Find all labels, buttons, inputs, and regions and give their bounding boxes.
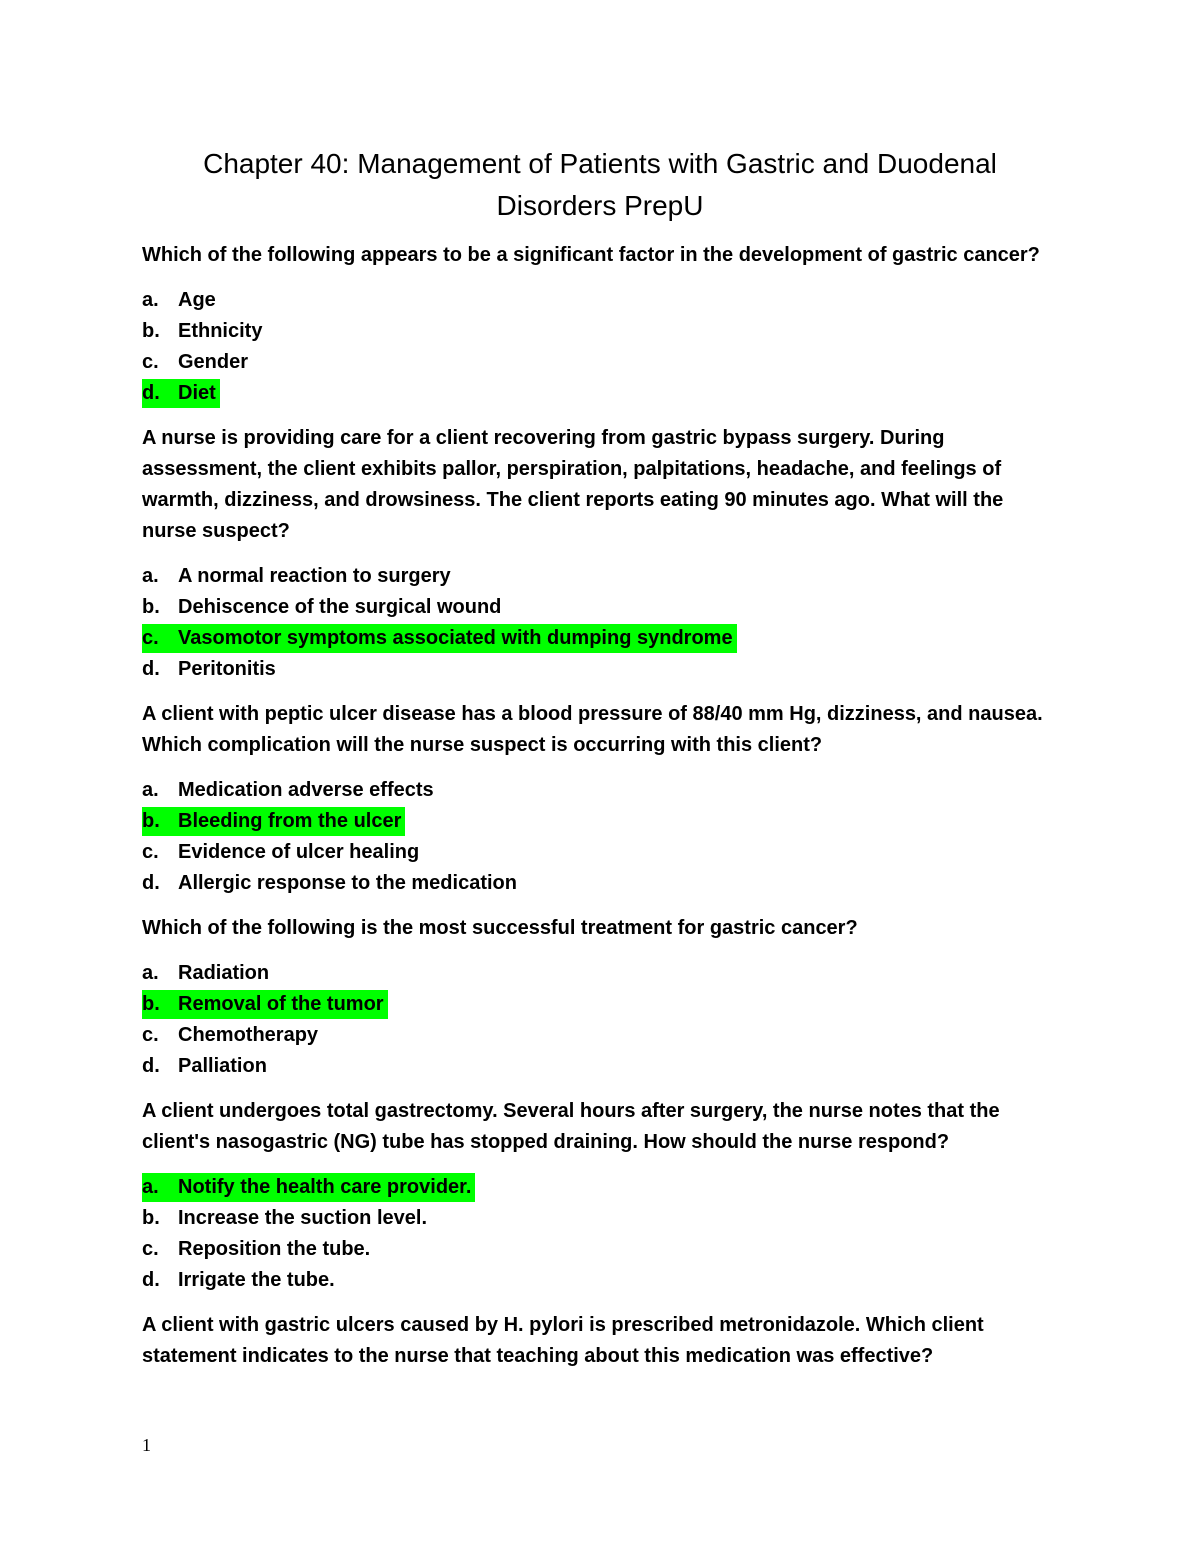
answer-option <box>142 561 1062 592</box>
option-letter: b. <box>142 993 160 1015</box>
correct-answer-highlight <box>142 807 405 836</box>
correct-answer-highlight <box>142 1173 475 1202</box>
answer-text-wrap <box>142 959 273 988</box>
correct-answer-highlight <box>142 379 220 408</box>
option-letter: a. <box>142 289 159 311</box>
correct-answer-highlight <box>142 990 388 1019</box>
title-line-2: Disorders PrepU <box>496 190 704 221</box>
option-letter: b. <box>142 1207 160 1229</box>
answer-option-correct <box>142 623 1062 654</box>
option-letter: d. <box>142 1269 160 1291</box>
option-text: Diet <box>178 382 216 404</box>
answer-text-wrap <box>142 655 280 684</box>
answer-options <box>142 1172 1062 1296</box>
answer-option <box>142 837 1062 868</box>
answer-option <box>142 958 1062 989</box>
answer-option <box>142 347 1062 378</box>
answer-option <box>142 1020 1062 1051</box>
answer-text-wrap <box>142 869 521 898</box>
answer-option-correct <box>142 1172 1062 1203</box>
answer-text-wrap <box>142 348 252 377</box>
document-title <box>140 143 1060 227</box>
question-list <box>142 240 1062 1386</box>
option-letter: b. <box>142 810 160 832</box>
answer-text-wrap <box>142 1235 374 1264</box>
answer-option <box>142 654 1062 685</box>
answer-options <box>142 285 1062 409</box>
option-letter: b. <box>142 320 160 342</box>
answer-option-correct <box>142 989 1062 1020</box>
answer-text-wrap <box>142 838 423 867</box>
question-text: A client undergoes total gastrectomy. Several hours after surgery, the nurse notes that the client's nasogastric (NG) tube has stopped draining. How should the nurse respond? <box>142 1100 1000 1153</box>
option-text: Evidence of ulcer healing <box>178 841 420 863</box>
option-letter: c. <box>142 1238 159 1260</box>
option-text: Peritonitis <box>178 658 276 680</box>
question-text: A client with gastric ulcers caused by H. pylori is prescribed metronidazole. Which client statement indicates to the nurse that teaching about this medication was effective? <box>142 1314 984 1367</box>
option-text: Vasomotor symptoms associated with dumping syndrome <box>178 627 733 649</box>
option-text: Irrigate the tube. <box>178 1269 335 1291</box>
title-line-1: Chapter 40: Management of Patients with Gastric and Duodenal <box>203 148 997 179</box>
answer-text-wrap <box>142 1266 339 1295</box>
option-letter: a. <box>142 779 159 801</box>
option-letter: d. <box>142 382 160 404</box>
option-letter: c. <box>142 1024 159 1046</box>
option-letter: d. <box>142 872 160 894</box>
option-letter: c. <box>142 627 159 649</box>
option-text: A normal reaction to surgery <box>178 565 451 587</box>
answer-option <box>142 868 1062 899</box>
option-text: Allergic response to the medication <box>178 872 517 894</box>
option-letter: a. <box>142 1176 159 1198</box>
option-text: Bleeding from the ulcer <box>178 810 402 832</box>
correct-answer-highlight <box>142 624 737 653</box>
answer-text-wrap <box>142 776 438 805</box>
option-text: Notify the health care provider. <box>178 1176 472 1198</box>
option-text: Radiation <box>178 962 270 984</box>
option-text: Chemotherapy <box>178 1024 319 1046</box>
answer-option <box>142 775 1062 806</box>
option-text: Medication adverse effects <box>178 779 434 801</box>
option-letter: b. <box>142 596 160 618</box>
question-text: Which of the following is the most successful treatment for gastric cancer? <box>142 917 858 939</box>
option-text: Ethnicity <box>178 320 263 342</box>
question-text: Which of the following appears to be a significant factor in the development of gastric cancer? <box>142 244 1040 266</box>
answer-option <box>142 1265 1062 1296</box>
question-text: A nurse is providing care for a client recovering from gastric bypass surgery. During assessment, the client exhibits pallor, perspiration, palpitations, headache, and feelings of warmth, dizziness, and drowsiness. The client reports eating 90 minutes ago. What will the nurse suspect? <box>142 427 1004 542</box>
answer-text-wrap <box>142 286 220 315</box>
option-text: Palliation <box>178 1055 267 1077</box>
answer-option-correct <box>142 806 1062 837</box>
answer-option <box>142 1234 1062 1265</box>
answer-option <box>142 1203 1062 1234</box>
answer-text-wrap <box>142 1021 322 1050</box>
option-text: Increase the suction level. <box>178 1207 427 1229</box>
answer-text-wrap <box>142 593 505 622</box>
answer-option <box>142 1051 1062 1082</box>
answer-option <box>142 285 1062 316</box>
option-text: Removal of the tumor <box>178 993 384 1015</box>
option-letter: c. <box>142 841 159 863</box>
answer-option-correct <box>142 378 1062 409</box>
answer-text-wrap <box>142 1052 271 1081</box>
answer-option <box>142 592 1062 623</box>
answer-options <box>142 775 1062 899</box>
answer-text-wrap <box>142 562 455 591</box>
option-letter: a. <box>142 565 159 587</box>
option-text: Reposition the tube. <box>178 1238 371 1260</box>
answer-options <box>142 561 1062 685</box>
answer-options <box>142 958 1062 1082</box>
answer-text-wrap <box>142 1204 431 1233</box>
option-letter: d. <box>142 1055 160 1077</box>
answer-option <box>142 316 1062 347</box>
question-text: A client with peptic ulcer disease has a blood pressure of 88/40 mm Hg, dizziness, and nausea. Which complication will the nurse suspect is occurring with this client? <box>142 703 1043 756</box>
option-letter: c. <box>142 351 159 373</box>
option-text: Age <box>178 289 216 311</box>
answer-text-wrap <box>142 317 266 346</box>
option-text: Gender <box>178 351 249 373</box>
option-text: Dehiscence of the surgical wound <box>178 596 502 618</box>
option-letter: a. <box>142 962 159 984</box>
page-number: 1 <box>142 1435 151 1455</box>
option-letter: d. <box>142 658 160 680</box>
